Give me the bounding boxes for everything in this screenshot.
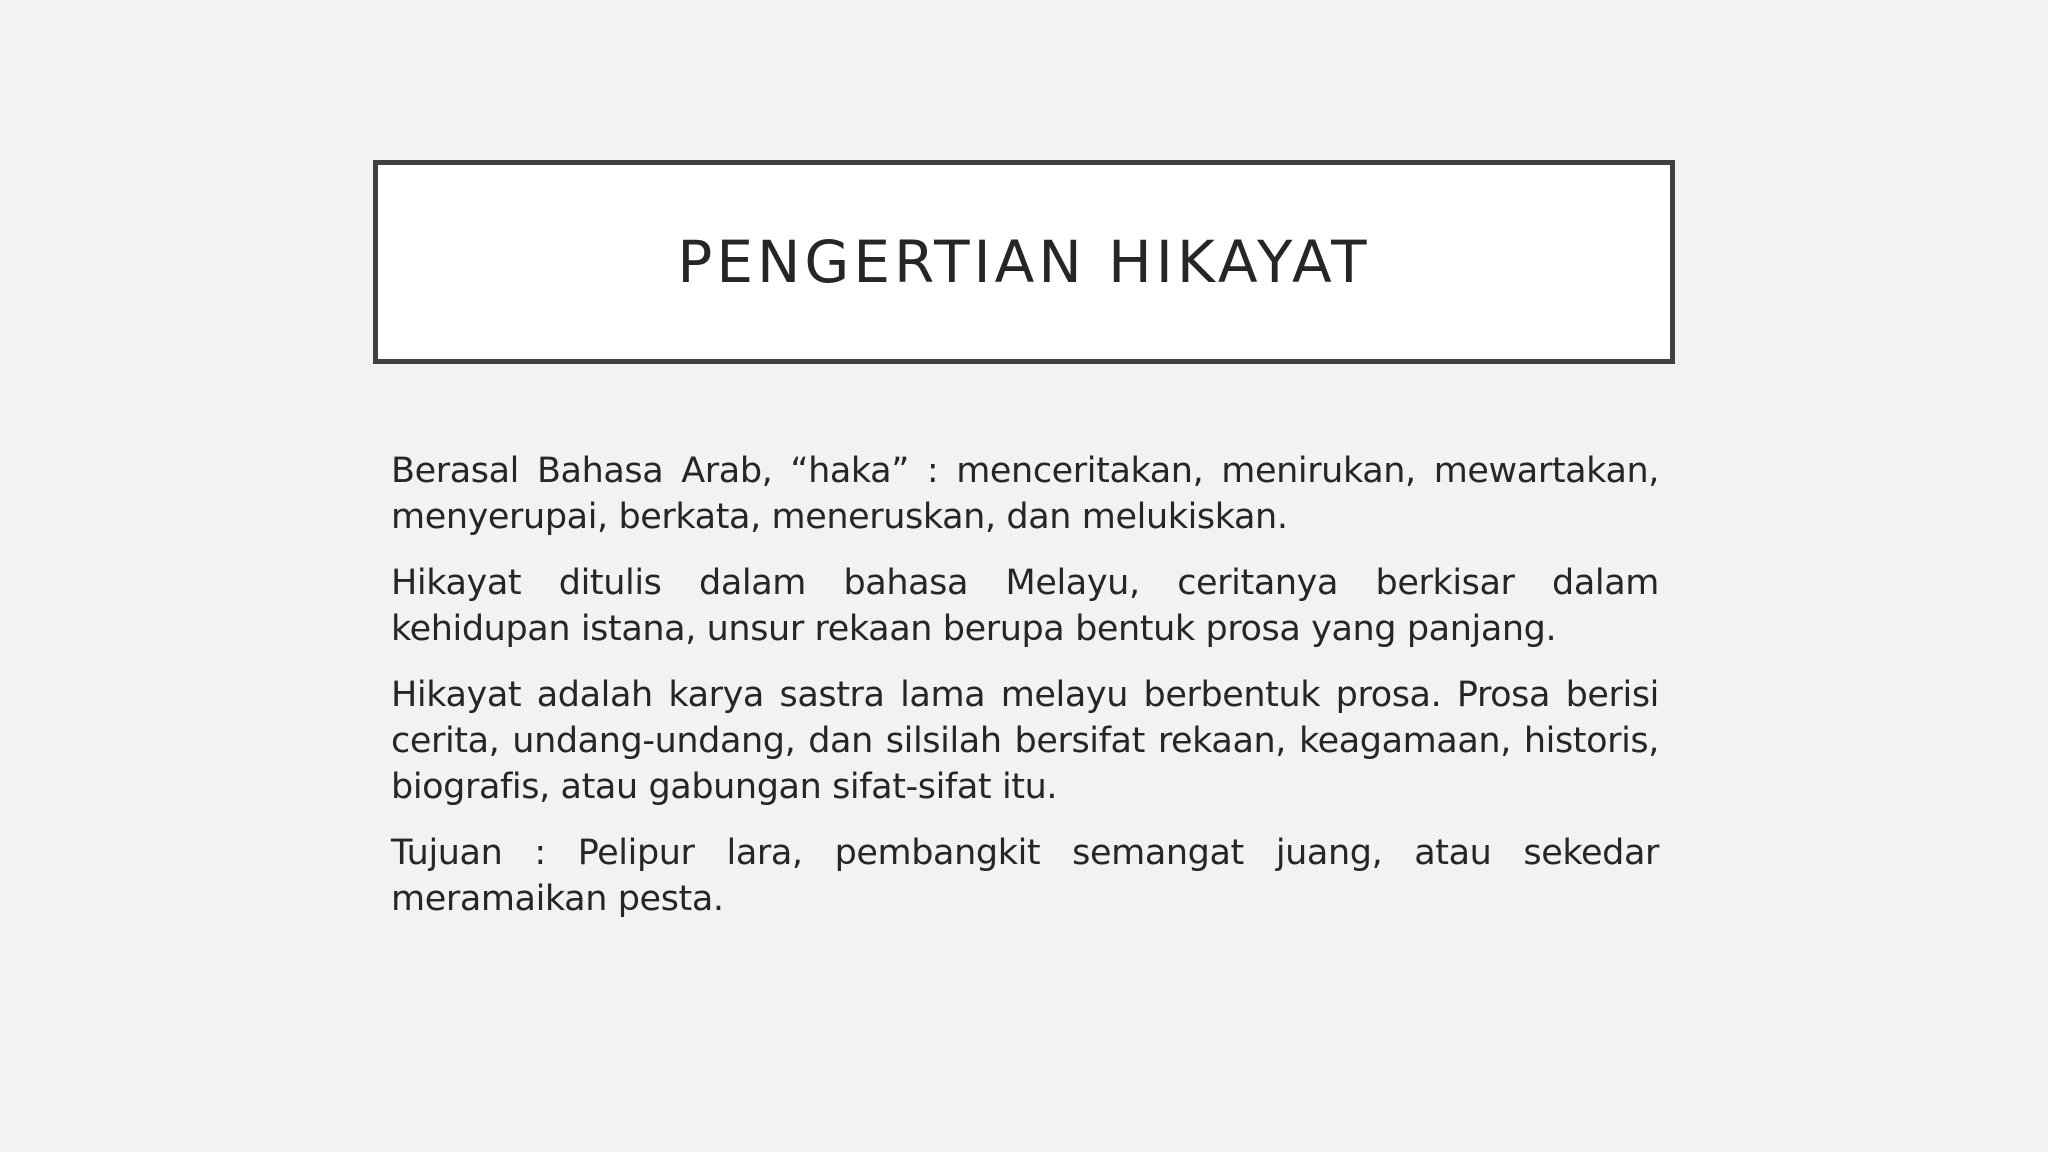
paragraph-purpose: Tujuan : Pelipur lara, pembangkit semangat juang, atau sekedar meramaikan pesta. [391, 833, 1659, 919]
paragraph-definition: Hikayat adalah karya sastra lama melayu berbentuk prosa. Prosa berisi cerita, undang-undang, dan silsilah bersifat rekaan, keagamaan, historis, biografis, atau gabungan sifat-sifat itu. [391, 675, 1659, 807]
slide-body [391, 448, 1659, 942]
paragraph-origin: Berasal Bahasa Arab, “haka” : menceritakan, menirukan, mewartakan, menyerupai, berkata, meneruskan, dan melukiskan. [391, 451, 1659, 537]
paragraph-language: Hikayat ditulis dalam bahasa Melayu, ceritanya berkisar dalam kehidupan istana, unsur rekaan berupa bentuk prosa yang panjang. [391, 563, 1659, 649]
title-box [373, 160, 1675, 364]
slide-title: PENGERTIAN HIKAYAT [677, 228, 1371, 296]
